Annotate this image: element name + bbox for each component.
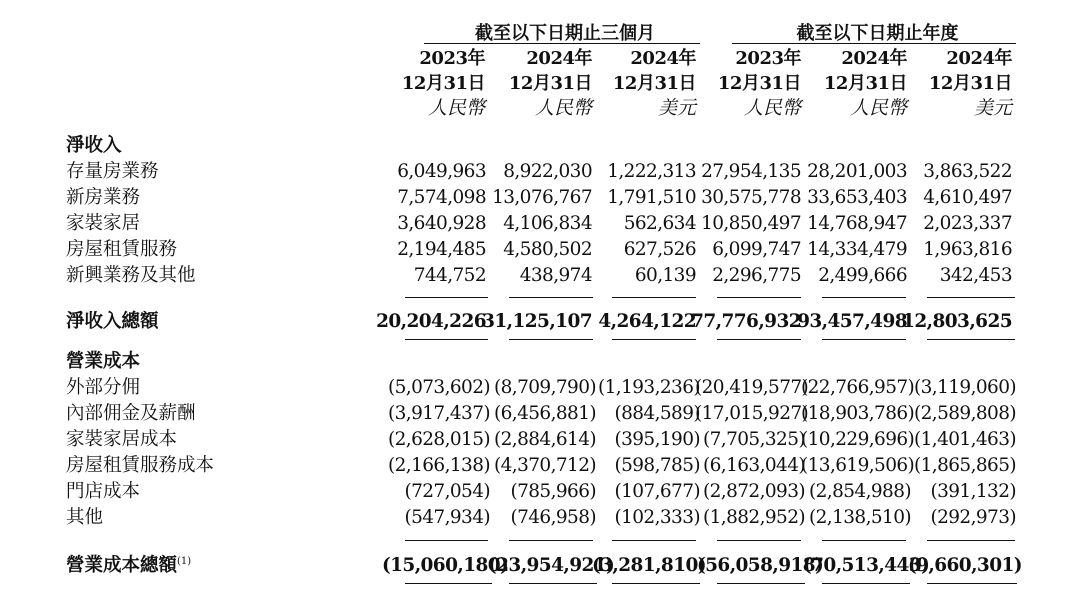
total-rule — [822, 339, 906, 340]
section-net-revenue — [0, 133, 1080, 159]
cost-of-revenue-total-row — [0, 553, 1080, 579]
total-rule — [509, 583, 597, 584]
total-rule — [612, 339, 696, 340]
header-group-year: 截至以下日期止年度 — [796, 23, 959, 44]
row-value: (13,619,506) — [801, 455, 915, 476]
total-rule — [717, 583, 805, 584]
row-value: 31,125,107 — [482, 311, 592, 332]
column-year: 2023年 — [735, 48, 801, 69]
row-value: (2,166,138) — [388, 455, 490, 476]
row-value: (746,958) — [510, 507, 596, 528]
row-value: (785,966) — [510, 481, 596, 502]
row-value: (5,073,602) — [388, 377, 490, 398]
column-header-4 — [697, 46, 801, 121]
row-label: 新房業務 — [66, 187, 141, 208]
total-rule — [822, 583, 910, 584]
row-value: 1,791,510 — [607, 187, 696, 208]
column-year: 2024年 — [630, 48, 696, 69]
row-label: 存量房業務 — [66, 161, 159, 182]
column-year: 2024年 — [946, 48, 1012, 69]
column-date: 12月31日 — [508, 73, 592, 94]
row-value: 13,076,767 — [492, 187, 592, 208]
row-value: (547,934) — [404, 507, 490, 528]
row-value: 93,457,498 — [797, 311, 907, 332]
row-value: 4,106,834 — [503, 213, 592, 234]
row-value: (598,785) — [614, 455, 700, 476]
row-value: (17,015,927) — [695, 403, 809, 424]
table-row — [0, 375, 1080, 401]
header-group-three-months-rule — [424, 43, 700, 44]
row-value: 60,139 — [634, 265, 696, 286]
subtotal-rule — [405, 297, 488, 298]
table-row — [0, 263, 1080, 289]
total-rule — [509, 339, 593, 340]
row-value: 14,768,947 — [807, 213, 907, 234]
row-value: (2,138,510) — [809, 507, 911, 528]
table-row — [0, 453, 1080, 479]
row-value: 10,850,497 — [701, 213, 801, 234]
row-value: (2,628,015) — [388, 429, 490, 450]
row-label: 門店成本 — [66, 481, 141, 502]
column-header-5 — [803, 46, 907, 121]
table-row — [0, 401, 1080, 427]
total-rule — [717, 339, 801, 340]
total-rule — [612, 583, 700, 584]
row-value: 4,264,122 — [598, 311, 696, 332]
table-row — [0, 159, 1080, 185]
table-row — [0, 479, 1080, 505]
row-value: (6,456,881) — [494, 403, 596, 424]
column-currency: 人民幣 — [743, 97, 801, 119]
header-group-year-rule — [732, 43, 1016, 44]
row-value: (2,884,614) — [494, 429, 596, 450]
table-row — [0, 211, 1080, 237]
column-currency: 人民幣 — [427, 97, 485, 119]
row-value: (884,589) — [614, 403, 700, 424]
row-value: (9,660,301) — [908, 555, 1022, 576]
row-value: 3,640,928 — [397, 213, 486, 234]
section-title: 營業成本 — [66, 351, 141, 372]
column-year: 2023年 — [419, 48, 485, 69]
row-value: 27,954,135 — [701, 161, 801, 182]
row-value: 33,653,403 — [807, 187, 907, 208]
row-label: 淨收入總額 — [66, 311, 159, 332]
row-value: 6,099,747 — [712, 239, 801, 260]
row-value: 28,201,003 — [807, 161, 907, 182]
row-value: 20,204,226 — [376, 311, 486, 332]
header-group-three-months: 截至以下日期止三個月 — [475, 23, 655, 44]
subtotal-rule — [509, 540, 593, 541]
section-cost-of-revenue — [0, 349, 1080, 375]
column-date: 12月31日 — [823, 73, 907, 94]
column-header-1 — [381, 46, 485, 121]
row-value: 2,023,337 — [923, 213, 1012, 234]
row-value: (2,589,808) — [914, 403, 1016, 424]
row-label: 新興業務及其他 — [66, 265, 196, 286]
row-value: (18,903,786) — [801, 403, 915, 424]
row-value: 30,575,778 — [701, 187, 801, 208]
subtotal-rule — [612, 540, 696, 541]
section-title: 淨收入 — [66, 135, 122, 156]
row-value: 12,803,625 — [902, 311, 1012, 332]
row-value: (391,132) — [930, 481, 1016, 502]
column-header-6 — [908, 46, 1012, 121]
row-value: (7,705,325) — [703, 429, 805, 450]
row-value: (2,872,093) — [703, 481, 805, 502]
total-rule — [405, 583, 492, 584]
row-value: (102,333) — [614, 507, 700, 528]
row-value: (6,163,044) — [703, 455, 805, 476]
subtotal-rule — [717, 540, 801, 541]
row-label-text: 營業成本總額 — [66, 555, 178, 576]
row-label — [66, 553, 191, 579]
subtotal-rule — [927, 297, 1015, 298]
subtotal-rule — [927, 540, 1015, 541]
column-currency: 美元 — [973, 97, 1012, 119]
row-value: 438,974 — [519, 265, 592, 286]
row-value: (1,865,865) — [914, 455, 1016, 476]
total-rule — [927, 339, 1015, 340]
column-date: 12月31日 — [612, 73, 696, 94]
subtotal-rule — [612, 297, 696, 298]
row-value: (292,973) — [930, 507, 1016, 528]
row-value: 2,499,666 — [818, 265, 907, 286]
row-value: 8,922,030 — [503, 161, 592, 182]
table-row — [0, 185, 1080, 211]
row-value: 627,526 — [623, 239, 696, 260]
column-date: 12月31日 — [401, 73, 485, 94]
row-value: 14,334,479 — [807, 239, 907, 260]
total-rule — [405, 339, 488, 340]
subtotal-rule — [717, 297, 801, 298]
row-value: (1,193,236) — [598, 377, 700, 398]
row-value: (22,766,957) — [801, 377, 915, 398]
row-value: (107,677) — [614, 481, 700, 502]
row-value: 744,752 — [413, 265, 486, 286]
row-value: (10,229,696) — [801, 429, 915, 450]
row-value: 4,610,497 — [923, 187, 1012, 208]
row-value: 4,580,502 — [503, 239, 592, 260]
row-value: 2,194,485 — [397, 239, 486, 260]
row-label: 家裝家居 — [66, 213, 141, 234]
row-value: 7,574,098 — [397, 187, 486, 208]
subtotal-rule — [405, 540, 488, 541]
column-date: 12月31日 — [717, 73, 801, 94]
row-value: (20,419,577) — [695, 377, 809, 398]
subtotal-rule — [509, 297, 593, 298]
row-value: 342,453 — [939, 265, 1012, 286]
row-label: 家裝家居成本 — [66, 429, 178, 450]
footnote-marker: (1) — [177, 555, 192, 567]
row-value: (4,370,712) — [494, 455, 596, 476]
row-value: (1,401,463) — [914, 429, 1016, 450]
row-value: 3,863,522 — [923, 161, 1012, 182]
row-value: (3,917,437) — [388, 403, 490, 424]
table-row — [0, 237, 1080, 263]
row-label: 外部分佣 — [66, 377, 141, 398]
row-value: (395,190) — [614, 429, 700, 450]
row-value: (8,709,790) — [494, 377, 596, 398]
row-value: (1,882,952) — [703, 507, 805, 528]
row-value: (56,058,918) — [697, 555, 824, 576]
row-value: 77,776,932 — [691, 311, 801, 332]
row-label: 其他 — [66, 507, 104, 528]
column-currency: 人民幣 — [534, 97, 592, 119]
column-year: 2024年 — [526, 48, 592, 69]
row-value: (23,954,921) — [488, 555, 615, 576]
row-value: 1,222,313 — [607, 161, 696, 182]
column-header-2 — [488, 46, 592, 121]
row-value: (3,119,060) — [914, 377, 1016, 398]
column-date: 12月31日 — [928, 73, 1012, 94]
total-rule — [927, 583, 1017, 584]
column-header-3 — [592, 46, 696, 121]
row-value: 6,049,963 — [397, 161, 486, 182]
row-label: 房屋租賃服務 — [66, 239, 178, 260]
row-value: (2,854,988) — [809, 481, 911, 502]
row-value: (15,060,180) — [382, 555, 509, 576]
subtotal-rule — [822, 540, 906, 541]
column-year: 2024年 — [841, 48, 907, 69]
column-currency: 人民幣 — [849, 97, 907, 119]
table-row — [0, 505, 1080, 531]
row-value: (70,513,443) — [803, 555, 930, 576]
column-currency: 美元 — [657, 97, 696, 119]
subtotal-rule — [822, 297, 906, 298]
row-value: 2,296,775 — [712, 265, 801, 286]
row-value: (3,281,810) — [592, 555, 706, 576]
table-row — [0, 427, 1080, 453]
net-revenue-total-row — [0, 309, 1080, 335]
row-label: 房屋租賃服務成本 — [66, 455, 215, 476]
row-label: 內部佣金及薪酬 — [66, 403, 196, 424]
row-value: 1,963,816 — [923, 239, 1012, 260]
row-value: (727,054) — [404, 481, 490, 502]
row-value: 562,634 — [623, 213, 696, 234]
